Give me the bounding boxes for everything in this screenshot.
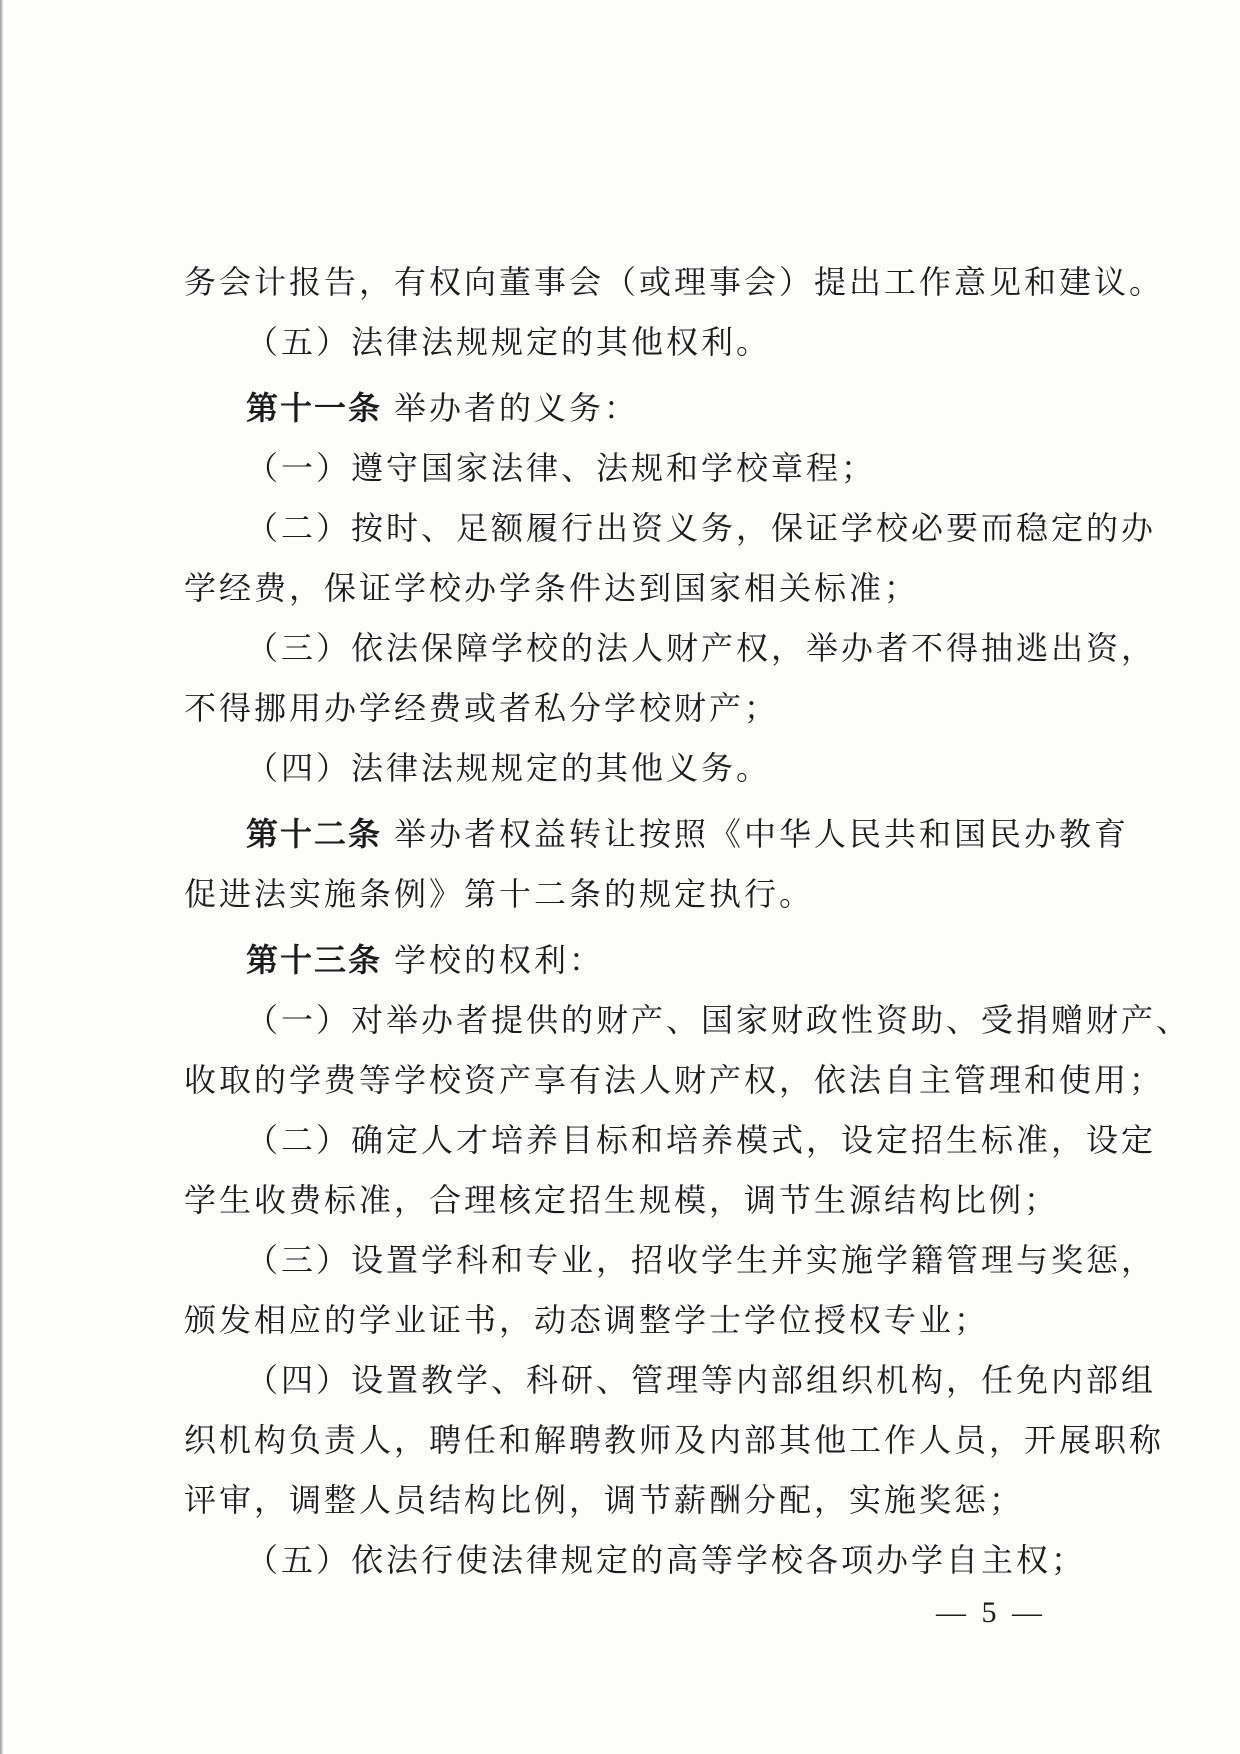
paragraph-line: （二）按时、足额履行出资义务，保证学校必要而稳定的办 (246, 509, 1157, 547)
paragraph-line: （五）法律法规规定的其他权利。 (246, 323, 772, 361)
article-heading: 第十三条 (246, 941, 383, 979)
paragraph-line: （一）对举办者提供的财产、国家财政性资助、受捐赠财产、 (246, 1001, 1192, 1039)
paragraph-line: 织机构负责人，聘任和解聘教师及内部其他工作人员，开展职称 (184, 1421, 1165, 1459)
paragraph-line: 学经费，保证学校办学条件达到国家相关标准； (184, 569, 920, 607)
paragraph-line: 不得挪用办学经费或者私分学校财产； (184, 689, 780, 727)
article-heading: 第十二条 (246, 815, 383, 853)
paragraph-line: （三）设置学科和专业，招收学生并实施学籍管理与奖惩， (246, 1241, 1157, 1279)
body-text (184, 252, 1192, 1590)
paragraph-line: （三）依法保障学校的法人财产权，举办者不得抽逃出资， (246, 629, 1157, 667)
paragraph-line: （二）确定人才培养目标和培养模式，设定招生标准，设定 (246, 1121, 1157, 1159)
paragraph-line: （五）依法行使法律规定的高等学校各项办学自主权； (246, 1541, 1087, 1579)
article-13-line: 第十三条 学校的权利： (246, 941, 605, 979)
paragraph-line: （四）设置教学、科研、管理等内部组织机构，任免内部组 (246, 1361, 1157, 1399)
paragraph-line: （一）遵守国家法律、法规和学校章程； (246, 449, 877, 487)
paragraph-line: 颁发相应的学业证书，动态调整学士学位授权专业； (184, 1301, 990, 1339)
paragraph-line: 收取的学费等学校资产享有法人财产权，依法自主管理和使用； (184, 1061, 1165, 1099)
paragraph-line: 务会计报告，有权向董事会（或理事会）提出工作意见和建议。 (184, 263, 1165, 301)
scan-edge-shadow (0, 0, 3, 1754)
page-number: — 5 — (936, 1596, 1046, 1629)
article-11-line: 第十一条 举办者的义务： (246, 389, 640, 427)
paragraph-line: 促进法实施条例》第十二条的规定执行。 (184, 875, 815, 913)
paragraph-line: （四）法律法规规定的其他义务。 (246, 749, 772, 787)
paragraph-line: 评审，调整人员结构比例，调节薪酬分配，实施奖惩； (184, 1481, 1025, 1519)
article-12-line: 第十二条 举办者权益转让按照《中华人民共和国民办教育 (246, 815, 1130, 853)
article-heading: 第十一条 (246, 389, 383, 427)
paragraph-line: 学生收费标准，合理核定招生规模，调节生源结构比例； (184, 1181, 1060, 1219)
